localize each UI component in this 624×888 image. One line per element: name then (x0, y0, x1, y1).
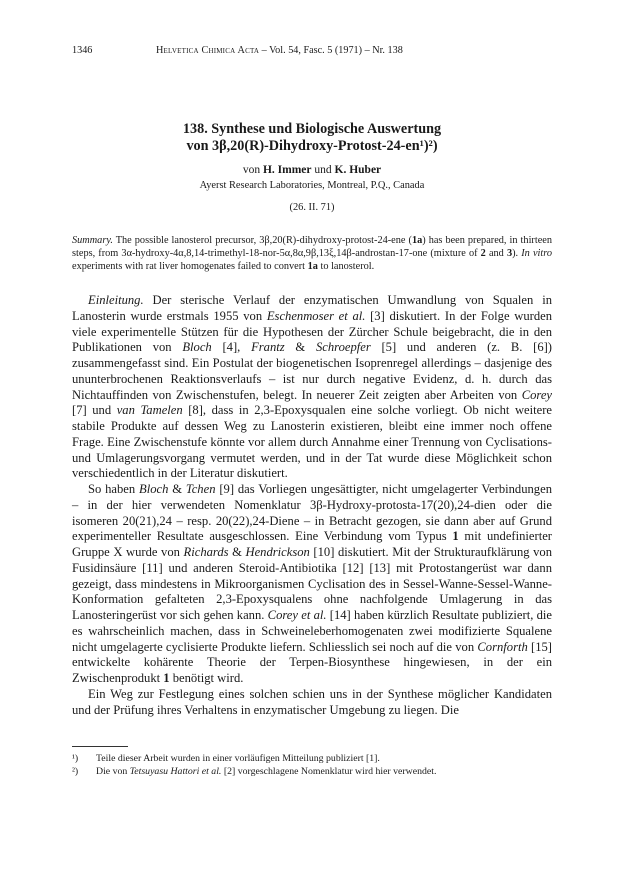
body-text: benötigt wird. (169, 671, 244, 685)
author-citation: Cornforth (477, 639, 528, 654)
journal-name: Helvetica Chimica Acta (156, 45, 260, 56)
section-lead: Einleitung. (88, 293, 144, 307)
author-citation: Schroepfer (315, 340, 371, 355)
compound-ref: 1a (411, 235, 423, 246)
footnote-marker: ²) (72, 766, 79, 777)
footnote-divider (72, 746, 128, 747)
author-citation: van Tamelen (116, 403, 183, 418)
body-text: [4], (211, 340, 252, 355)
running-head (72, 44, 552, 58)
compound-ref: 1a (307, 261, 318, 273)
footnote-2 (72, 765, 552, 778)
summary-paragraph (72, 234, 552, 274)
body-text: [14] haben kürzlich Resultate publiziert, die es wahrscheinlich machen, dass in Schweineleberhomogenaten zwei modifizierte Squalene nicht umgelagerte cyclisierte Produkte liefern. Schliesslich sei noch auf die von (72, 608, 552, 654)
article-body (72, 293, 552, 718)
received-date: (26. II. 71) (289, 202, 335, 213)
body-paragraph-2 (72, 482, 552, 687)
compound-ref: 2 (480, 248, 486, 260)
body-text: & (228, 545, 246, 559)
summary-text: and (485, 248, 507, 260)
body-text: [10] diskutiert. Mit der Strukturaufklärung von Fusidinsäure [11] und anderen Steroid-Antibiotika [12] [13] mit Protostangerüst war dann gezeigt, dass mindestens in Mikroorganismen Cyclisation des in Sessel-Wanne-Sessel-Wanne-Konformation gefalteten 2,3-Epoxysqualens ohne nachfolgende Umlagerung in das Lanosteringerüst vor sich gehen kann. (72, 545, 553, 622)
in-vitro-term: In vitro (521, 248, 553, 260)
title-line-1: 138. Synthese und Biologische Auswertung (182, 121, 442, 137)
footnote-text-part: Die von (96, 766, 130, 777)
author-citation: Hendrickson (245, 545, 310, 559)
body-text: So haben (88, 482, 140, 496)
body-paragraph-1 (72, 293, 552, 482)
compound-ref: 3 (506, 248, 513, 260)
author-citation: Corey et al. (267, 608, 327, 622)
body-text: [7] und (72, 403, 117, 418)
compound-ref: 1 (163, 671, 170, 685)
footnote-text (96, 752, 380, 765)
body-text: & (168, 482, 186, 496)
footnote-text-part: Teile dieser Arbeit wurden in einer vorläufigen Mitteilung publiziert [1]. (96, 753, 380, 764)
affiliation: Ayerst Research Laboratories, Montreal, P.Q., Canada (199, 180, 425, 191)
body-text: [8], dass in 2,3-Epoxysqualen eine solche vorliegt. Ob nicht weitere stabile Produkte auf dessen Weg zu Lanosterin existieren, bleibt eine immer noch offene Frage. Eine Zwischenstufe könnte vor allem durch Annahme einer Trennung von Cyclisations- und Umlagerungsvorgang vermutet werden, und in der Tat wurde diese Möglichkeit schon verschiedentlich in der Literatur diskutiert. (72, 403, 553, 481)
summary-label: Summary. (72, 235, 113, 246)
author-1: H. Immer (262, 164, 312, 176)
footnote-text (96, 765, 436, 778)
author-citation: Frantz (251, 340, 285, 355)
author-citation: Richards (183, 545, 229, 559)
author-citation: Eschenmoser et al. (266, 308, 366, 323)
authors-and: und (314, 164, 332, 176)
author-citation: Bloch (139, 482, 169, 496)
footnote-author: Tetsuyasu Hattori et al. (129, 766, 222, 777)
journal-citation (156, 44, 403, 58)
footnotes (72, 752, 552, 778)
body-text: Der sterische Verlauf der enzymatischen Umwandlung von Squalen in Lanosterin wurde erstmals 1955 von (72, 293, 552, 323)
summary-text: ) has been prepared, in thirteen steps, from 3α-hydroxy-4α,8,14-trimethyl-18-nor-5α,8α,9β,13ξ,14β-androstan-17-one (mixture of (72, 235, 553, 260)
title-block (72, 121, 552, 215)
body-text: [9] das Vorliegen ungesättigter, nicht umgelagerter Verbindungen – in der hier verwendeten Nomenklatur 3β-Hydroxy-protosta-17(20),24-dien oder die isomeren 20(21),24 – resp. 20(22),24-Diene – in Betracht gezogen, sie dann aber auf Grund experimenteller Resultate ausgeschlossen. Eine Verbindung vom Typus (72, 482, 552, 544)
body-text: [5] und anderen (z. B. [6]) zusammengefasst sind. Ein Postulat der biogenetischen Isoprenregel allerdings – dasjenige des ununterbrochenen Reaktionsverlaufs – ist nur durch negative Evidenz, d. h. durch das Nichtauffinden von Zwischenstufen, belegt. In neuerer Zeit zeigten aber Arbeiten von (72, 340, 552, 402)
title-line-2: von 3β,20(R)-Dihydroxy-Protost-24-en¹)²) (186, 138, 438, 154)
summary-text: ). (512, 248, 522, 260)
body-text: [15] entwickelte kohärente Theorie der Terpen-Biosynthese hingewiesen, in der ein Zwischenprodukt (72, 639, 552, 685)
author-citation: Corey (521, 387, 552, 402)
summary-text: to lanosterol. (317, 261, 375, 273)
body-text: Ein Weg zur Festlegung eines solchen schien uns in der Synthese möglicher Kandidaten und der Prüfung ihres Verhaltens in enzymatischer Umgebung zu liegen. Die (72, 686, 552, 717)
footnote-marker: ¹) (72, 753, 79, 764)
body-text: [3] diskutiert. In der Folge wurden viele experimentelle Stützen für die Hypothesen der Zürcher Schule beigebracht, die in den Publikationen von (72, 308, 553, 355)
footnote-1 (72, 752, 552, 765)
author-citation: Tchen (185, 482, 216, 496)
body-text: mit undefinierter Gruppe X wurde von (72, 529, 552, 559)
authors-prefix: von (242, 164, 261, 176)
journal-issue: – Vol. 54, Fasc. 5 (1971) – Nr. 138 (259, 45, 403, 56)
body-paragraph-3 (72, 687, 552, 719)
footnote-text-part: [2] vorgeschlagene Nomenklatur wird hier verwendet. (221, 766, 437, 777)
summary-text: The possible lanosterol precursor, 3β,20(R)-dihydroxy-protost-24-ene ( (112, 235, 412, 246)
compound-ref: 1 (452, 529, 459, 544)
article-title (72, 121, 552, 155)
summary-text: experiments with rat liver homogenates failed to convert (72, 261, 308, 273)
authors-line (72, 163, 552, 178)
page-number: 1346 (72, 45, 93, 56)
author-2: K. Huber (334, 164, 382, 176)
body-text: & (284, 340, 316, 355)
author-citation: Bloch (182, 340, 212, 355)
